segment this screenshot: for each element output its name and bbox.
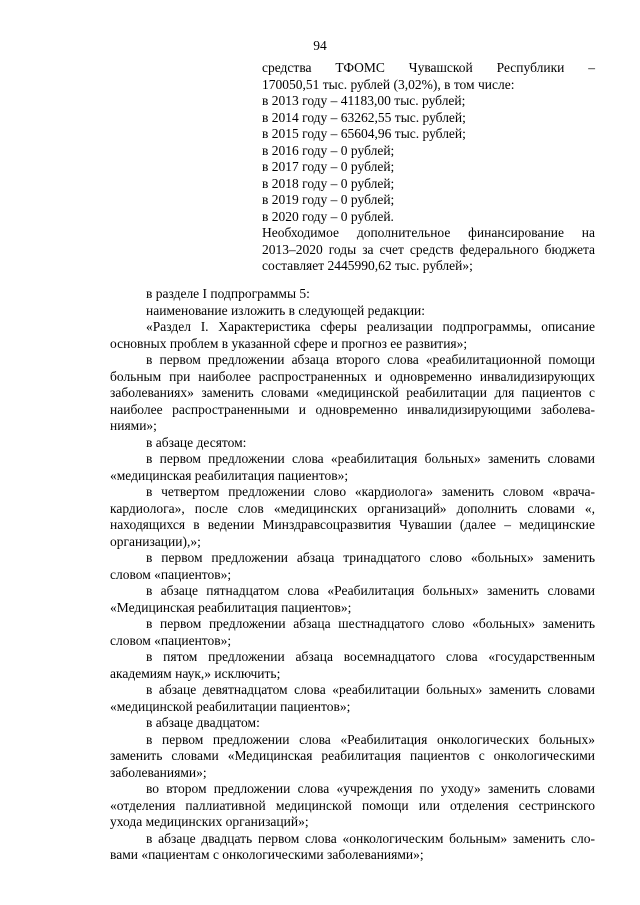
amendment-paragraph: [110, 435, 595, 452]
funding-line: в 2017 году – 0 рублей;: [262, 159, 395, 174]
funding-line: Необходимое дополнительное финансирование на: [262, 225, 595, 240]
amendment-paragraph: [110, 484, 595, 550]
funding-line: 2013–2020 годы за счет средств федерального бюджета: [262, 241, 595, 257]
paragraph-line: в абзаце десятом:: [146, 434, 247, 450]
paragraph-line: находящихся в ведении Минздравсоцразвития Чувашии (далее – медицинские: [110, 517, 595, 532]
paragraph-line: в первом предложении абзаца второго слова «реабилитационной помощи: [146, 352, 595, 367]
paragraph-line: кардиолога», после слов «медицинских организаций» дополнить словами «,: [110, 500, 595, 516]
paragraph-line: «Медицинская реабилитация пациентов»;: [110, 599, 352, 615]
funding-line: в 2020 году – 0 рублей.: [262, 208, 394, 224]
paragraph-line: в первом предложении абзаца тринадцатого слово «больных» заменить: [146, 550, 595, 565]
amendment-paragraph: [110, 649, 595, 682]
amendment-paragraph: [110, 682, 595, 715]
amendment-paragraph: [110, 616, 595, 649]
paragraph-line: больным при наиболее распространенных и одновременно инвалидизирующих: [110, 368, 595, 384]
paragraph-line: заменить словами «Медицинская реабилитация пациентов с онкологическими: [110, 748, 595, 763]
funding-line: 170050,51 тыс. рублей (3,02%), в том числе:: [262, 76, 515, 92]
paragraph-line: во втором предложении слова «учреждения по уходу» заменить словами: [146, 781, 595, 796]
amendment-paragraph: [110, 732, 595, 782]
paragraph-line: заболеваниями»;: [110, 764, 207, 780]
paragraph-line: в абзаце двадцать первом слова «онкологическим больным» заменить сло-: [146, 830, 595, 846]
paragraph-line: в абзаце пятнадцатом слова «Реабилитация больных» заменить словами: [146, 583, 595, 598]
funding-line: составляет 2445990,62 тыс. рублей»;: [262, 258, 473, 273]
funding-line: в 2018 году – 0 рублей;: [262, 175, 395, 191]
paragraph-line: в абзаце двадцатом:: [146, 715, 260, 730]
funding-line: в 2014 году – 63262,55 тыс. рублей;: [262, 109, 466, 125]
amendment-paragraph: [110, 781, 595, 831]
paragraph-line: в пятом предложении абзаца восемнадцатого слова «государственным: [146, 649, 595, 664]
paragraph-line: ниями»;: [110, 418, 157, 433]
funding-line: в 2016 году – 0 рублей;: [262, 142, 395, 158]
amendment-paragraph: [110, 319, 595, 352]
amendment-paragraph: [110, 715, 595, 732]
paragraph-line: в первом предложении абзаца шестнадцатого слово «больных» заменить: [146, 616, 595, 631]
amendment-paragraph: [110, 303, 595, 320]
funding-line: средства ТФОМС Чувашской Республики –: [262, 60, 595, 75]
amendment-paragraph: [110, 583, 595, 616]
paragraph-line: заболеваниях» заменить словами «медицинской реабилитации для пациентов с: [110, 385, 595, 400]
funding-line: в 2013 году – 41183,00 тыс. рублей;: [262, 93, 466, 108]
amendment-paragraph: [110, 286, 595, 303]
paragraph-line: в первом предложении слова «реабилитация больных» заменить словами: [146, 451, 595, 466]
amendment-paragraph: [110, 451, 595, 484]
amendment-paragraph: [110, 831, 595, 864]
paragraph-line: «Раздел I. Характеристика сферы реализации подпрограммы, описание: [146, 319, 595, 334]
amendment-paragraph: [110, 352, 595, 435]
paragraph-line: академиям наук,» исключить;: [110, 665, 281, 681]
amendments-body: [110, 286, 595, 864]
paragraph-line: в абзаце девятнадцатом слова «реабилитации больных» заменить словами: [146, 682, 595, 697]
paragraph-line: «медицинской реабилитации пациентов»;: [110, 698, 351, 714]
paragraph-line: основных проблем в указанной сфере и прогноз ее развития»;: [110, 335, 468, 351]
funding-line: в 2015 году – 65604,96 тыс. рублей;: [262, 126, 466, 141]
paragraph-line: в первом предложении слова «Реабилитация онкологических больных»: [146, 731, 595, 747]
funding-line: в 2019 году – 0 рублей;: [262, 192, 395, 207]
paragraph-line: организации),»;: [110, 533, 201, 549]
paragraph-line: «отделения паллиативной медицинской помощи или отделения сестринского: [110, 797, 595, 813]
paragraph-line: наиболее распространенными и одновременно инвалидизирующими заболева-: [110, 401, 595, 417]
page-number: 94: [313, 38, 327, 53]
paragraph-line: ухода медицинских организаций»;: [110, 814, 309, 829]
paragraph-line: словом «пациентов»;: [110, 632, 232, 648]
paragraph-line: словом «пациентов»;: [110, 566, 232, 582]
paragraph-line: наименование изложить в следующей редакции:: [146, 302, 426, 318]
paragraph-line: вами «пациентам с онкологическими заболеваниями»;: [110, 847, 424, 862]
funding-block: [262, 60, 595, 275]
amendment-paragraph: [110, 550, 595, 583]
paragraph-line: в четвертом предложении слово «кардиолога» заменить словом «врача-: [146, 484, 595, 499]
paragraph-line: в разделе I подпрограммы 5:: [146, 286, 310, 301]
paragraph-line: «медицинская реабилитация пациентов»;: [110, 467, 349, 483]
